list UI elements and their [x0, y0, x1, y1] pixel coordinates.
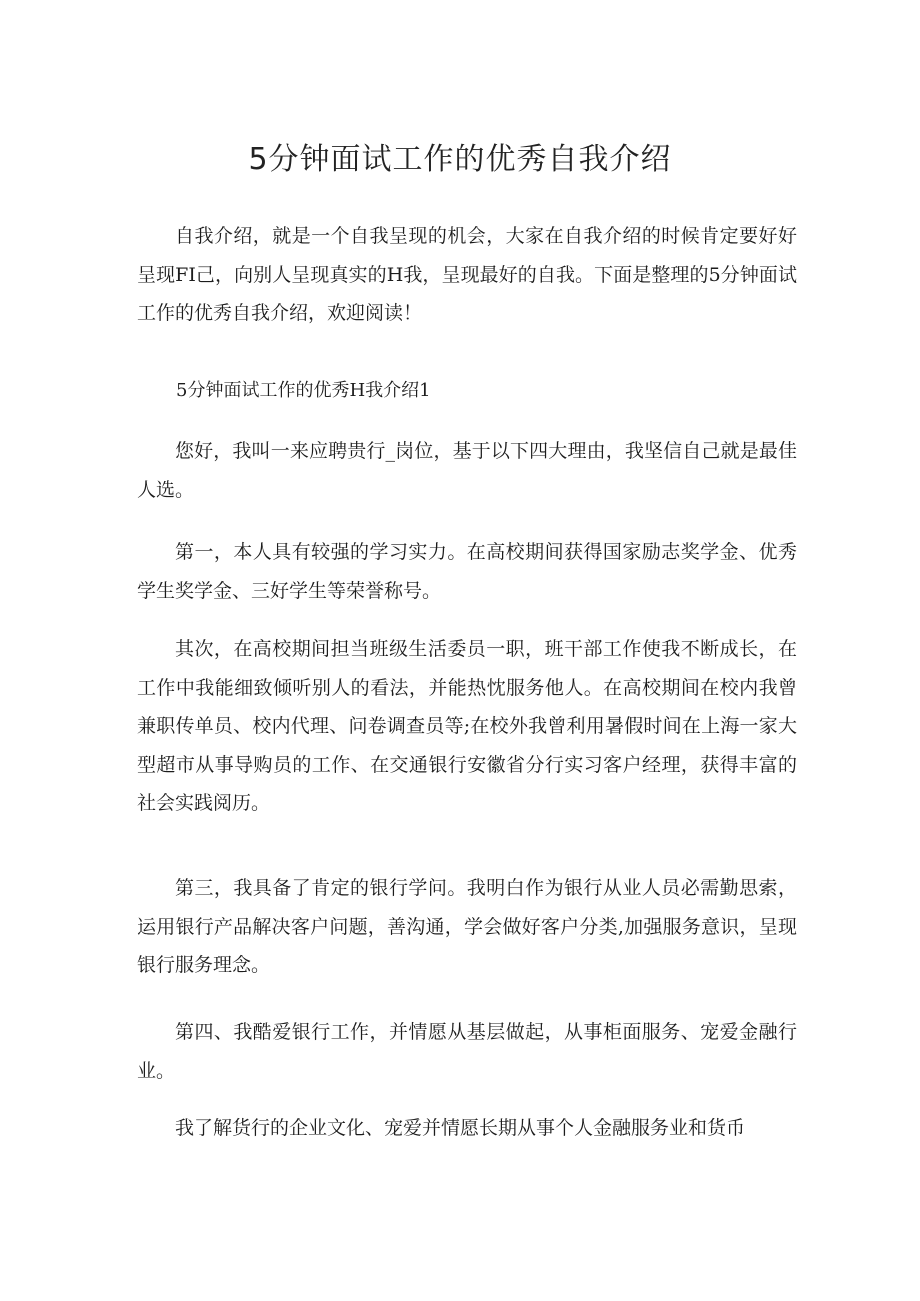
document-title: 5分钟面试工作的优秀自我介绍 — [248, 142, 672, 177]
body-paragraph-fourth: 第四、我酷爱银行工作，并情愿从基层做起，从事柜面服务、宠爱金融行业。 — [137, 1021, 797, 1082]
body-paragraph-third: 第三，我具备了肯定的银行学问。我明白作为银行从业人员必需勤思索，运用银行产品解决客户问题，善沟通，学会做好客户分类,加强服务意识，呈现银行服务理念。 — [137, 877, 797, 976]
intro-paragraph: 自我介绍，就是一个自我呈现的机会，大家在自我介绍的时候肯定要好好呈现FI己，向别人呈现真实的H我，呈现最好的自我。下面是整理的5分钟面试工作的优秀自我介绍，欢迎阅读！ — [137, 225, 797, 324]
body-paragraph-second: 其次，在高校期间担当班级生活委员一职，班干部工作使我不断成长，在工作中我能细致倾听别人的看法，并能热忱服务他人。在高校期间在校内我曾兼职传单员、校内代理、问卷调查员等;在校外我曾利用暑假时间在上海一家大型超市从事导购员的工作、在交通银行安徽省分行实习客户经理，获得丰富的社会实践阅历。 — [137, 638, 797, 814]
body-paragraph-first: 第一，本人具有较强的学习实力。在高校期间获得国家励志奖学金、优秀学生奖学金、三好学生等荣誉称号。 — [137, 541, 797, 602]
body-paragraph-closing: 我了解货行的企业文化、宠爱并情愿长期从事个人金融服务业和货币 — [175, 1117, 746, 1139]
section-heading: 5分钟面试工作的优秀H我介绍1 — [176, 380, 431, 401]
body-paragraph-greeting: 您好，我叫一来应聘贵行_岗位，基于以下四大理由，我坚信自己就是最佳人选。 — [137, 440, 797, 501]
